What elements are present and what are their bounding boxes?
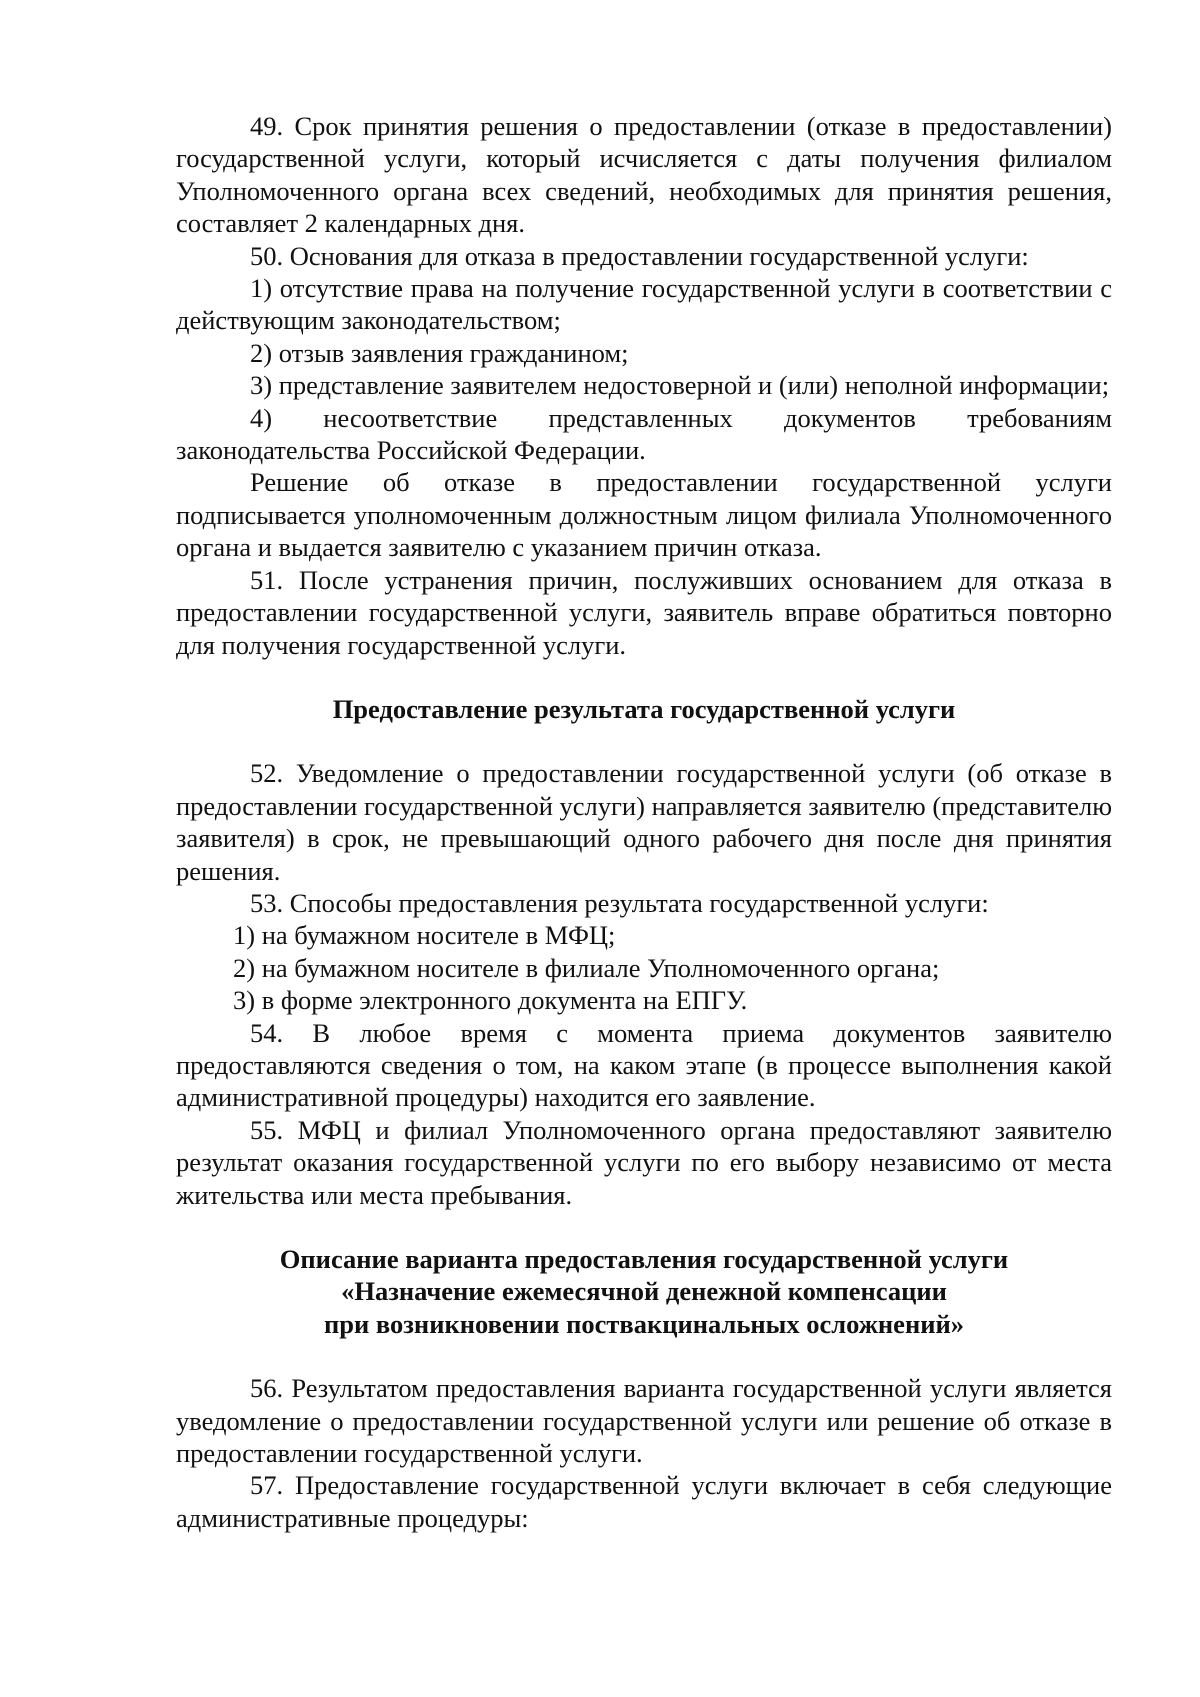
paragraph-50-item-4: 4) несоответствие представленных документов требованиям законодательства Российской Федерации. [176,402,1112,466]
paragraph-50: 50. Основания для отказа в предоставлении государственной услуги: [250,240,1029,271]
paragraph-52: 52. Уведомление о предоставлении государственной услуги (об отказе в предоставлении государственной услуги) направляется заявителю (представителю заявителя) в срок, не превышающий одного рабочего дня после дня принятия решения. [176,758,1112,886]
paragraph-53-item-2: 2) на бумажном носителе в филиале Уполномоченного органа; [233,952,940,983]
paragraph-49: 49. Срок принятия решения о предоставлении (отказе в предоставлении) государственной услуги, который исчисляется с даты получения филиалом Уполномоченного органа всех сведений, необходимых для принятия решения, составляет 2 календарных дня. [176,111,1112,239]
paragraph-53-item-3: 3) в форме электронного документа на ЕПГУ. [233,985,748,1016]
paragraph-53: 53. Способы предоставления результата государственной услуги: [250,887,989,918]
section-heading-result: Предоставление результата государственной услуги [332,693,956,724]
paragraph-50-item-2: 2) отзыв заявления гражданином; [250,337,629,368]
section-heading-variant [176,1243,1112,1340]
paragraph-50-item-1: 1) отсутствие права на получение государственной услуги в соответствии с действующим законодательством; [176,273,1112,336]
section-heading-variant-line-3: при возникновении поствакцинальных осложнений» [324,1308,964,1339]
paragraph-53-item-1: 1) на бумажном носителе в МФЦ; [233,920,616,951]
paragraph-57: 57. Предоставление государственной услуги включает в себя следующие административные процедуры: [176,1470,1112,1533]
section-heading-variant-line-2: «Назначение ежемесячной денежной компенсации [341,1276,947,1307]
paragraph-54: 54. В любое время с момента приема документов заявителю предоставляются сведения о том, на каком этапе (в процессе выполнения какой административной процедуры) находится его заявление. [176,1017,1112,1113]
paragraph-56: 56. Результатом предоставления варианта государственной услуги является уведомление о предоставлении государственной услуги или решение об отказе в предоставлении государственной услуги. [176,1373,1112,1469]
paragraph-55: 55. МФЦ и филиал Уполномоченного органа предоставляют заявителю результат оказания государственной услуги по его выбору независимо от места жительства или места пребывания. [176,1114,1112,1210]
paragraph-50-item-3: 3) представление заявителем недостоверной и (или) неполной информации; [250,370,1110,401]
document-body [176,110,1112,1534]
section-heading-variant-line-1: Описание варианта предоставления государственной услуги [279,1244,1009,1274]
paragraph-50-decision: Решение об отказе в предоставлении государственной услуги подписывается уполномоченным должностным лицом филиала Уполномоченного органа и выдается заявителю с указанием причин отказа. [176,467,1112,563]
paragraph-51: 51. После устранения причин, послуживших основанием для отказа в предоставлении государственной услуги, заявитель вправе обратиться повторно для получения государственной услуги. [176,564,1112,660]
